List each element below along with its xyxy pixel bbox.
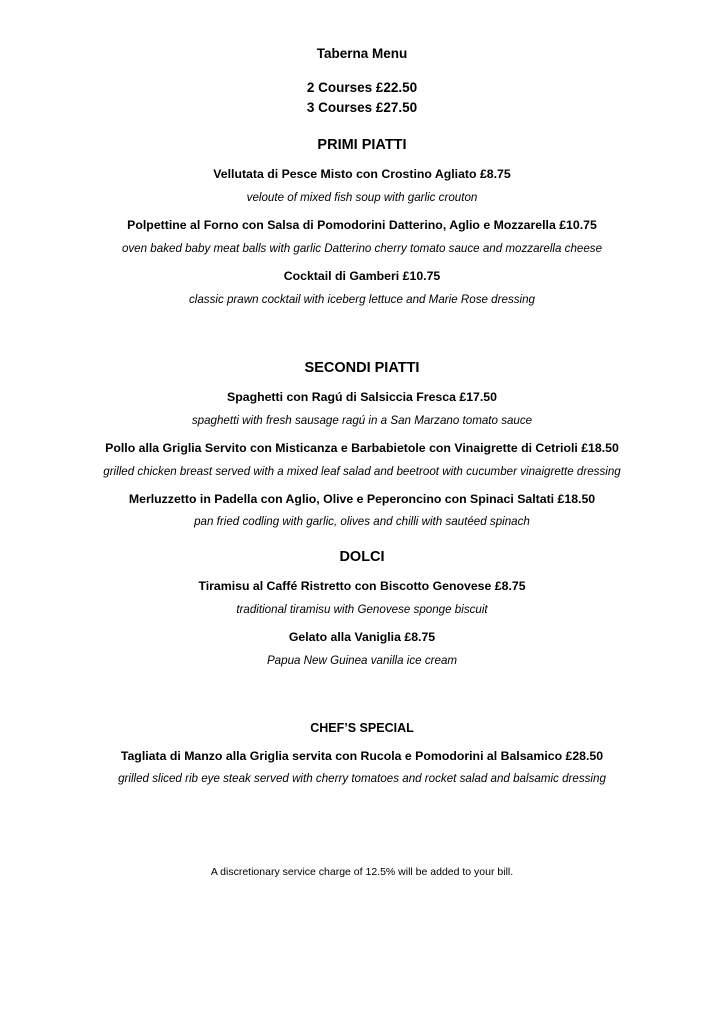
- section-heading-dolci: DOLCI: [339, 549, 385, 566]
- price-line-3-courses: 3 Courses £27.50: [306, 100, 418, 116]
- menu-item-description: grilled sliced rib eye steak served with cherry tomatoes and rocket salad and balsamic dressing: [118, 772, 606, 786]
- menu-item-description: pan fried codling with garlic, olives and chilli with sautéed spinach: [194, 515, 530, 529]
- menu-item-name: Merluzzetto in Padella con Aglio, Olive e Peperoncino con Spinaci Saltati £18.50: [128, 491, 596, 506]
- menu-item-description: traditional tiramisu with Genovese sponge biscuit: [236, 603, 488, 617]
- menu-item-name: Tagliata di Manzo alla Griglia servita con Rucola e Pomodorini al Balsamico £28.50: [120, 748, 604, 763]
- menu-item-name: Vellutata di Pesce Misto con Crostino Agliato £8.75: [213, 167, 511, 182]
- section-heading-primi-piatti: PRIMI PIATTI: [317, 137, 407, 154]
- menu-item-description: veloute of mixed fish soup with garlic crouton: [246, 191, 478, 205]
- menu-item-description: classic prawn cocktail with iceberg lettuce and Marie Rose dressing: [188, 292, 536, 306]
- page-title: Taberna Menu: [316, 46, 408, 61]
- menu-item-name: Pollo alla Griglia Servito con Misticanza e Barbabietole con Vinaigrette di Cetrioli £18.50: [105, 440, 619, 455]
- section-heading-chefs-special: CHEF’S SPECIAL: [310, 721, 414, 736]
- menu-item-name: Tiramisu al Caffé Ristretto con Biscotto Genovese £8.75: [198, 579, 526, 594]
- footer-spacer: [60, 788, 664, 866]
- price-line-2-courses: 2 Courses £22.50: [306, 79, 418, 95]
- menu-item-name: Gelato alla Vaniglia £8.75: [288, 629, 436, 644]
- menu-item-description: spaghetti with fresh sausage ragú in a San Marzano tomato sauce: [191, 414, 533, 428]
- section-spacer: [60, 308, 664, 342]
- menu-item-description: grilled chicken breast served with a mixed leaf salad and beetroot with cucumber vinaigrette dressing: [103, 464, 621, 478]
- section-heading-secondi-piatti: SECONDI PIATTI: [304, 360, 420, 377]
- menu-item-name: Polpettine al Forno con Salsa di Pomodorini Datterino, Aglio e Mozzarella £10.75: [127, 218, 597, 233]
- menu-item-description: Papua New Guinea vanilla ice cream: [266, 653, 458, 667]
- menu-item-name: Spaghetti con Ragú di Salsiccia Fresca £17.50: [227, 390, 497, 405]
- section-spacer: [60, 669, 664, 703]
- menu-item-name: Cocktail di Gamberi £10.75: [283, 268, 441, 283]
- menu-item-description: oven baked baby meat balls with garlic Datterino cherry tomato sauce and mozzarella cheese: [121, 241, 603, 255]
- service-charge-note: A discretionary service charge of 12.5% will be added to your bill.: [210, 866, 514, 879]
